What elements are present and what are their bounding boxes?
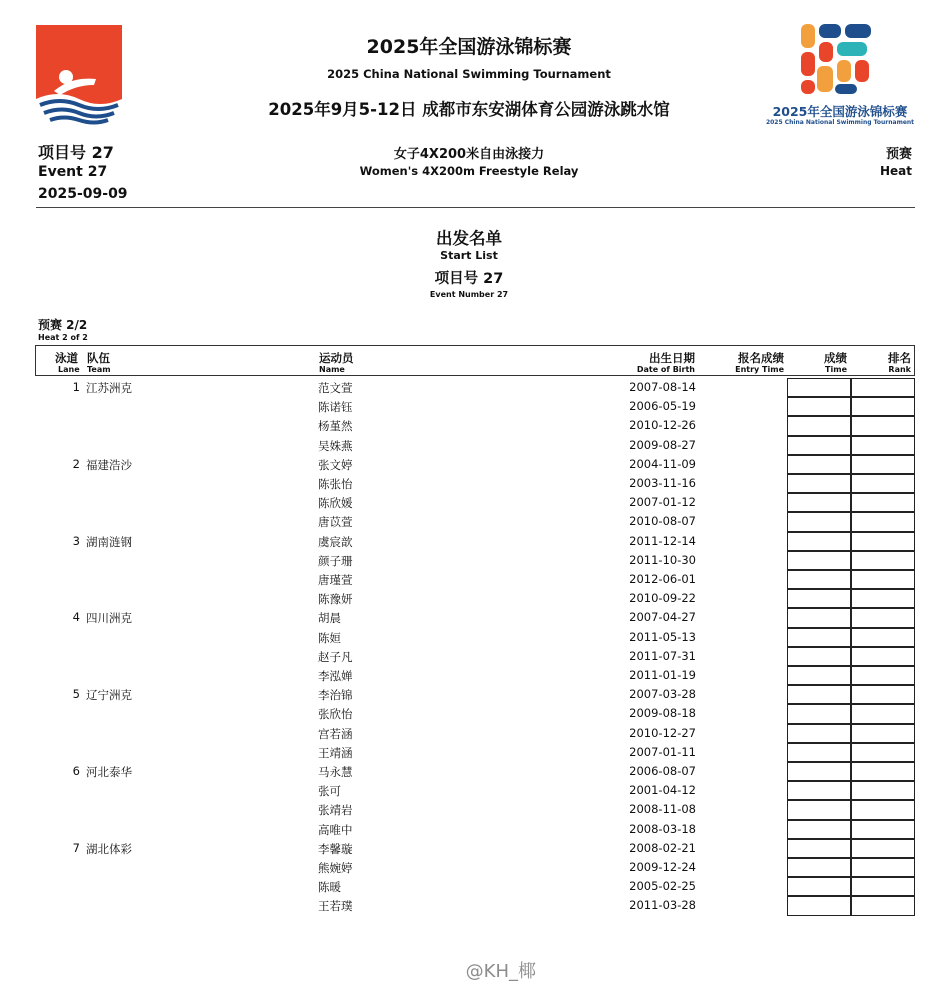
time-cell <box>787 647 851 666</box>
rank-cell <box>851 800 915 819</box>
athlete-name: 陈姮 <box>318 630 341 645</box>
athlete-name: 吴姝燕 <box>318 438 353 453</box>
rank-cell <box>851 628 915 647</box>
table-row <box>0 589 938 608</box>
rank-cell <box>851 416 915 435</box>
page-title: 2025年全国游泳锦标赛 <box>366 36 572 58</box>
table-row <box>0 820 938 839</box>
rank-cell <box>851 685 915 704</box>
event-number: 项目号 27 <box>38 143 114 162</box>
col-rank-header-en: Rank <box>888 365 911 374</box>
time-cell <box>787 589 851 608</box>
table-row <box>0 397 938 416</box>
rank-cell <box>851 724 915 743</box>
watermark: @KH_椰 <box>465 961 536 982</box>
table-row <box>0 378 938 397</box>
table-row <box>0 800 938 819</box>
time-cell <box>787 724 851 743</box>
time-cell <box>787 858 851 877</box>
col-team-header: 队伍 <box>87 351 110 365</box>
rank-cell <box>851 666 915 685</box>
table-row <box>0 762 938 781</box>
athlete-name: 虞宸歆 <box>318 534 353 549</box>
athlete-dob: 2010-12-26 <box>629 418 696 433</box>
athlete-name: 张靖岩 <box>318 803 353 818</box>
athlete-name: 王靖涵 <box>318 745 353 760</box>
lane-number: 6 <box>72 764 80 778</box>
time-cell <box>787 455 851 474</box>
lane-number: 5 <box>72 687 80 702</box>
athlete-dob: 2011-05-13 <box>629 629 696 644</box>
lane-number: 1 <box>72 380 80 394</box>
time-cell <box>787 416 851 435</box>
table-row <box>0 436 938 455</box>
team-name: 湖北体彩 <box>86 841 132 856</box>
athlete-name: 唐苡萱 <box>318 515 353 530</box>
athlete-name: 高唯中 <box>318 822 353 837</box>
rank-cell <box>851 858 915 877</box>
athlete-dob: 2012-06-01 <box>629 572 696 586</box>
table-row <box>0 474 938 493</box>
athlete-dob: 2007-08-14 <box>629 380 696 394</box>
col-rank-header: 排名 <box>888 351 911 365</box>
table-row <box>0 896 938 915</box>
athlete-name: 陈欣媛 <box>318 496 353 511</box>
team-name: 四川洲克 <box>86 611 132 626</box>
time-cell <box>787 762 851 781</box>
rank-cell <box>851 436 915 455</box>
time-cell <box>787 474 851 493</box>
athlete-name: 李治锦 <box>318 688 353 703</box>
time-cell <box>787 743 851 762</box>
table-header <box>35 345 915 376</box>
event-number-en: Event 27 <box>38 164 108 180</box>
rank-cell <box>851 704 915 723</box>
athlete-name: 陈暖 <box>318 880 341 895</box>
rank-cell <box>851 781 915 800</box>
table-row <box>0 416 938 435</box>
race-title: 女子4X200米自由泳接力 <box>393 147 545 162</box>
heat-label-en: Heat 2 of 2 <box>38 333 88 342</box>
heat-label: 预赛 2/2 <box>38 318 88 332</box>
athlete-dob: 2001-04-12 <box>629 783 696 798</box>
athlete-dob: 2008-02-21 <box>629 840 696 855</box>
col-time-header-en: Time <box>825 365 847 374</box>
athlete-dob: 2011-01-19 <box>629 668 696 682</box>
rank-cell <box>851 647 915 666</box>
athlete-dob: 2006-08-07 <box>629 764 696 778</box>
phase-label: 预赛 <box>885 147 912 162</box>
table-row <box>0 551 938 570</box>
col-entry-header-en: Entry Time <box>735 365 784 374</box>
athlete-name: 杨堇然 <box>318 419 353 434</box>
athlete-name: 陈张怡 <box>318 477 353 491</box>
table-row <box>0 666 938 685</box>
header-divider <box>36 207 915 208</box>
athlete-dob: 2009-08-27 <box>629 437 696 452</box>
rank-cell <box>851 839 915 858</box>
team-name: 河北泰华 <box>86 765 132 779</box>
time-cell <box>787 532 851 551</box>
athlete-name: 王若璞 <box>318 899 353 914</box>
athlete-dob: 2009-12-24 <box>629 860 696 874</box>
time-cell <box>787 608 851 627</box>
col-dob-header-en: Date of Birth <box>636 365 695 374</box>
rank-cell <box>851 493 915 512</box>
start-list-title: 出发名单 <box>436 229 502 248</box>
time-cell <box>787 820 851 839</box>
table-row <box>0 877 938 896</box>
col-lane-header: 泳道 <box>55 351 78 365</box>
athlete-dob: 2011-07-31 <box>629 648 696 663</box>
table-row <box>0 743 938 762</box>
athlete-dob: 2008-03-18 <box>629 821 696 836</box>
athlete-dob: 2007-01-12 <box>629 495 696 510</box>
col-time-header: 成绩 <box>824 351 847 365</box>
page-title-en: 2025 China National Swimming Tournament <box>327 67 611 81</box>
table-row <box>0 704 938 723</box>
table-row <box>0 858 938 877</box>
team-name: 湖南涟钢 <box>86 534 132 549</box>
venue-line: 2025年9月5-12日 成都市东安湖体育公园游泳跳水馆 <box>268 100 670 119</box>
rank-cell <box>851 512 915 531</box>
athlete-dob: 2011-03-28 <box>629 898 696 913</box>
logo-caption-en: 2025 China National Swimming Tournament <box>765 119 915 126</box>
athlete-name: 唐瑾萱 <box>318 573 353 587</box>
table-row <box>0 628 938 647</box>
athlete-name: 张可 <box>318 784 341 799</box>
athlete-name: 李馨璇 <box>318 841 353 856</box>
table-row <box>0 608 938 627</box>
athlete-dob: 2006-05-19 <box>629 399 696 414</box>
time-cell <box>787 896 851 915</box>
time-cell <box>787 397 851 416</box>
athlete-name: 颜子珊 <box>318 553 353 568</box>
athlete-dob: 2010-09-22 <box>629 591 696 606</box>
time-cell <box>787 800 851 819</box>
lane-number: 2 <box>72 456 80 471</box>
athlete-dob: 2007-01-11 <box>629 744 696 759</box>
col-name-header: 运动员 <box>319 351 354 365</box>
athlete-dob: 2010-12-27 <box>629 725 696 740</box>
rank-cell <box>851 896 915 915</box>
col-entry-header: 报名成绩 <box>738 351 784 365</box>
rank-cell <box>851 397 915 416</box>
time-cell <box>787 551 851 570</box>
athlete-dob: 2008-11-08 <box>629 802 696 817</box>
team-name: 江苏洲克 <box>86 381 132 395</box>
event-date: 2025-09-09 <box>38 186 128 202</box>
table-row <box>0 685 938 704</box>
time-cell <box>787 877 851 896</box>
rank-cell <box>851 589 915 608</box>
rank-cell <box>851 570 915 589</box>
rank-cell <box>851 455 915 474</box>
rank-cell <box>851 877 915 896</box>
team-name: 福建浩沙 <box>86 457 132 472</box>
col-name-header-en: Name <box>319 365 345 374</box>
athlete-dob: 2004-11-09 <box>629 456 696 471</box>
athlete-name: 陈诺钰 <box>318 400 353 415</box>
time-cell <box>787 704 851 723</box>
rank-cell <box>851 820 915 839</box>
race-title-en: Women's 4X200m Freestyle Relay <box>359 164 579 178</box>
rank-cell <box>851 532 915 551</box>
table-row <box>0 532 938 551</box>
lane-number: 4 <box>72 610 80 625</box>
time-cell <box>787 839 851 858</box>
athlete-dob: 2007-04-27 <box>629 610 696 625</box>
time-cell <box>787 512 851 531</box>
athlete-dob: 2005-02-25 <box>629 879 696 894</box>
rank-cell <box>851 474 915 493</box>
athlete-name: 陈豫妍 <box>318 592 353 607</box>
rank-cell <box>851 608 915 627</box>
event-number-heading: 项目号 27 <box>434 271 504 287</box>
col-lane-header-en: Lane <box>58 365 80 374</box>
rank-cell <box>851 762 915 781</box>
team-name: 辽宁洲克 <box>86 688 132 703</box>
table-row <box>0 647 938 666</box>
time-cell <box>787 493 851 512</box>
athlete-name: 胡晨 <box>318 611 341 626</box>
start-list-title-en: Start List <box>440 249 498 262</box>
table-row <box>0 570 938 589</box>
athlete-name: 张欣怡 <box>318 707 353 722</box>
athlete-dob: 2011-12-14 <box>629 533 696 548</box>
table-row <box>0 724 938 743</box>
col-team-header-en: Team <box>87 365 111 374</box>
rank-cell <box>851 551 915 570</box>
table-row <box>0 493 938 512</box>
athlete-name: 马永慧 <box>318 765 353 779</box>
table-row <box>0 781 938 800</box>
phase-label-en: Heat <box>879 164 912 178</box>
time-cell <box>787 781 851 800</box>
logo-caption: 2025年全国游泳锦标赛 <box>772 104 908 119</box>
athlete-name: 范文萱 <box>318 381 353 395</box>
lane-number: 3 <box>72 533 80 548</box>
athlete-dob: 2009-08-18 <box>629 706 696 721</box>
time-cell <box>787 666 851 685</box>
time-cell <box>787 628 851 647</box>
athlete-dob: 2003-11-16 <box>629 476 696 490</box>
athlete-name: 熊婉婷 <box>318 861 353 875</box>
athlete-name: 张文婷 <box>318 457 353 472</box>
col-dob-header: 出生日期 <box>649 351 695 365</box>
event-number-heading-en: Event Number 27 <box>429 290 509 299</box>
athlete-name: 赵子凡 <box>318 649 353 664</box>
table-row <box>0 455 938 474</box>
athlete-dob: 2010-08-07 <box>629 514 696 529</box>
time-cell <box>787 685 851 704</box>
time-cell <box>787 436 851 455</box>
table-row <box>0 839 938 858</box>
athlete-dob: 2007-03-28 <box>629 687 696 702</box>
lane-number: 7 <box>72 840 80 855</box>
athlete-dob: 2011-10-30 <box>629 552 696 567</box>
athlete-name: 李泓婵 <box>318 669 353 683</box>
athlete-name: 宫若涵 <box>318 726 353 741</box>
time-cell <box>787 570 851 589</box>
table-row <box>0 512 938 531</box>
rank-cell <box>851 743 915 762</box>
time-cell <box>787 378 851 397</box>
rank-cell <box>851 378 915 397</box>
